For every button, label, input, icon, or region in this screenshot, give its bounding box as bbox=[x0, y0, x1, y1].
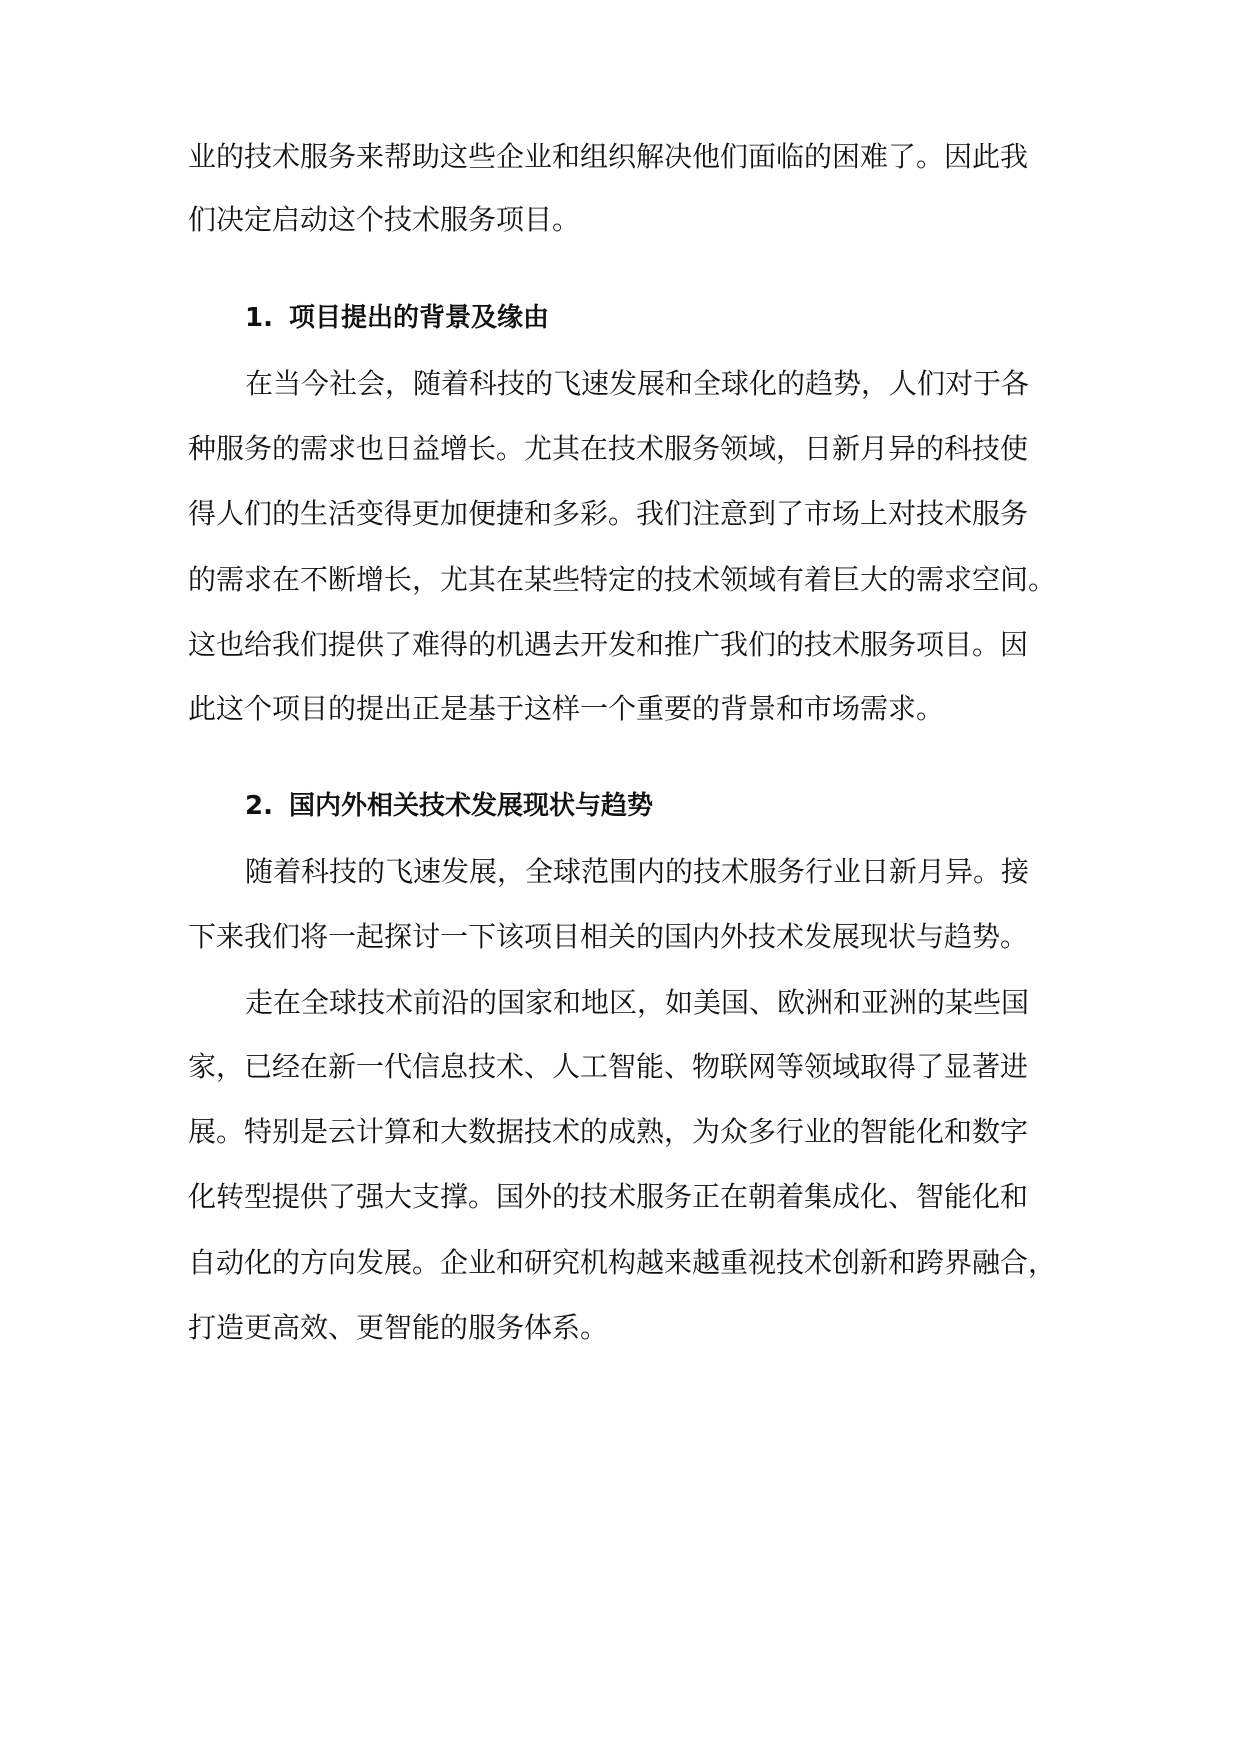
section-2-number: 2. bbox=[245, 791, 273, 821]
section-2-p2-line-1: 走在全球技术前沿的国家和地区，如美国、欧洲和亚洲的某些国 bbox=[245, 986, 1030, 1019]
section-1-line-5: 这也给我们提供了难得的机遇去开发和推广我们的技术服务项目。因 bbox=[188, 628, 1029, 661]
section-1-line-6: 此这个项目的提出正是基于这样一个重要的背景和市场需求。 bbox=[188, 692, 945, 725]
section-1-number: 1. bbox=[245, 303, 273, 333]
section-1-heading bbox=[245, 298, 549, 338]
section-2-p2-line-4: 化转型提供了强大支撑。国外的技术服务正在朝着集成化、智能化和 bbox=[188, 1180, 1029, 1213]
section-2-title: 国内外相关技术发展现状与趋势 bbox=[289, 791, 654, 821]
section-1-line-2: 种服务的需求也日益增长。尤其在技术服务领域，日新月异的科技使 bbox=[188, 432, 1029, 465]
section-2-p1-line-2: 下来我们将一起探讨一下该项目相关的国内外技术发展现状与趋势。 bbox=[188, 920, 1029, 953]
intro-line-2: 们决定启动这个技术服务项目。 bbox=[188, 203, 581, 236]
section-2-p2-line-5: 自动化的方向发展。企业和研究机构越来越重视技术创新和跨界融合， bbox=[188, 1246, 1057, 1279]
section-1-line-1: 在当今社会，随着科技的飞速发展和全球化的趋势，人们对于各 bbox=[245, 367, 1030, 400]
section-1-line-4: 的需求在不断增长，尤其在某些特定的技术领域有着巨大的需求空间。 bbox=[188, 563, 1057, 596]
intro-line-1: 业的技术服务来帮助这些企业和组织解决他们面临的困难了。因此我 bbox=[188, 140, 1029, 173]
section-1-line-3: 得人们的生活变得更加便捷和多彩。我们注意到了市场上对技术服务 bbox=[188, 497, 1029, 530]
section-2-p1-line-1: 随着科技的飞速发展，全球范围内的技术服务行业日新月异。接 bbox=[245, 855, 1030, 888]
section-1-title: 项目提出的背景及缘由 bbox=[289, 303, 550, 333]
section-2-p2-line-2: 家，已经在新一代信息技术、人工智能、物联网等领域取得了显著进 bbox=[188, 1050, 1029, 1083]
section-2-heading bbox=[245, 786, 653, 826]
section-2-p2-line-6: 打造更高效、更智能的服务体系。 bbox=[188, 1311, 609, 1344]
section-2-p2-line-3: 展。特别是云计算和大数据技术的成熟，为众多行业的智能化和数字 bbox=[188, 1115, 1029, 1148]
